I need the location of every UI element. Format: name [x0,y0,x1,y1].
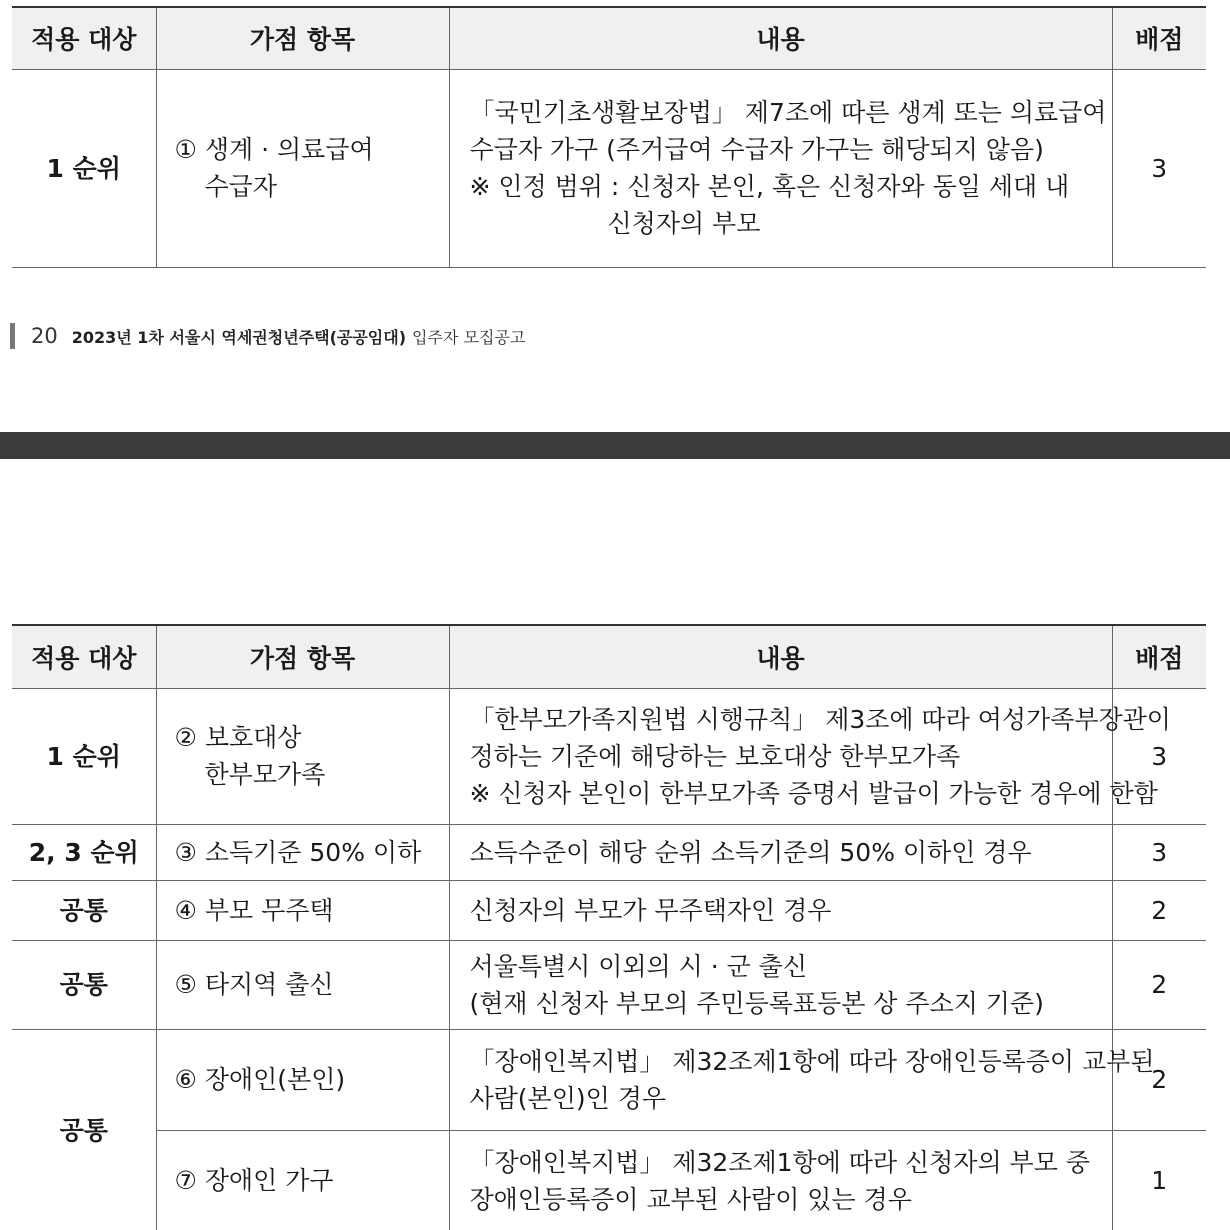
table-row [12,688,1206,824]
row-points: 2 [1112,1029,1206,1130]
header-target: 적용 대상 [12,625,156,688]
row-item: ④ 부모 무주택 [156,880,449,940]
item-line: 한부모가족 [204,760,326,789]
table-row [12,940,1206,1029]
table-header-row [12,7,1206,69]
header-content: 내용 [449,625,1112,688]
row-item: ⑥ 장애인(본인) [156,1029,449,1130]
item-line: ① 생계 · 의료급여 [174,135,374,164]
row-target: 1 순위 [12,69,156,267]
row-content [449,1130,1112,1230]
bonus-points-table-top [12,6,1206,268]
row-item [156,69,449,267]
document-title: 2023년 1차 서울시 역세권청년주택(공공임대) [71,327,407,347]
content-line: 「한부모가족지원법 시행규칙」 제3조에 따라 여성가족부장관이 [469,704,1171,734]
table-row [12,69,1206,267]
table-header-row [12,625,1206,688]
table-row [12,1130,1206,1230]
content-note: ※ 신청자 본인이 한부모가족 증명서 발급이 가능한 경우에 한함 [469,778,1158,808]
item-line: 수급자 [204,172,277,201]
row-points: 3 [1112,688,1206,824]
row-content [449,688,1171,824]
header-points: 배점 [1112,625,1206,688]
row-item: ⑤ 타지역 출신 [156,940,449,1029]
row-points: 1 [1112,1130,1206,1230]
row-content: 소득수준이 해당 순위 소득기준의 50% 이하인 경우 [449,824,1112,880]
bonus-points-table-bottom [12,624,1206,1230]
header-content: 내용 [449,7,1112,69]
row-points: 2 [1112,880,1206,940]
row-item: ③ 소득기준 50% 이하 [156,824,449,880]
row-target: 2, 3 순위 [12,824,156,880]
page-number: 20 [31,324,58,348]
document-subtitle: 입주자 모집공고 [412,327,526,347]
row-target: 공통 [12,1029,156,1230]
row-content [449,1029,1155,1130]
content-note-continued: 신청자의 부모 [607,209,761,238]
row-item: ⑦ 장애인 가구 [156,1130,449,1230]
content-line: 사람(본인)인 경우 [469,1083,667,1113]
content-line: 서울특별시 이외의 시 · 군 출신 [469,951,807,981]
table-row [12,1029,1206,1130]
page-footer [10,322,525,350]
row-content [449,69,1112,267]
content-note: ※ 인정 범위 : 신청자 본인, 혹은 신청자와 동일 세대 내 [469,172,1070,201]
content-line: 수급자 가구 (주거급여 수급자 가구는 해당되지 않음) [469,135,1044,164]
content-line: 「국민기초생활보장법」 제7조에 따른 생계 또는 의료급여 [469,98,1107,127]
content-line: 「장애인복지법」 제32조제1항에 따라 신청자의 부모 중 [469,1147,1090,1177]
content-line: 장애인등록증이 교부된 사람이 있는 경우 [469,1184,912,1214]
header-points: 배점 [1112,7,1206,69]
row-points: 2 [1112,940,1206,1029]
header-item: 가점 항목 [156,7,449,69]
row-points: 3 [1112,69,1206,267]
content-line: (현재 신청자 부모의 주민등록표등본 상 주소지 기준) [469,988,1044,1018]
page-divider [0,432,1230,459]
table-row [12,880,1206,940]
header-item: 가점 항목 [156,625,449,688]
content-line: 정하는 기준에 해당하는 보호대상 한부모가족 [469,741,961,771]
row-item [156,688,449,824]
footer-bar [10,323,15,349]
item-line: ② 보호대상 [174,723,302,752]
row-target: 1 순위 [12,688,156,824]
header-target: 적용 대상 [12,7,156,69]
row-content: 신청자의 부모가 무주택자인 경우 [449,880,1112,940]
row-content [449,940,1112,1029]
content-line: 「장애인복지법」 제32조제1항에 따라 장애인등록증이 교부된 [469,1046,1155,1076]
row-target: 공통 [12,940,156,1029]
row-points: 3 [1112,824,1206,880]
row-target: 공통 [12,880,156,940]
table-row [12,824,1206,880]
